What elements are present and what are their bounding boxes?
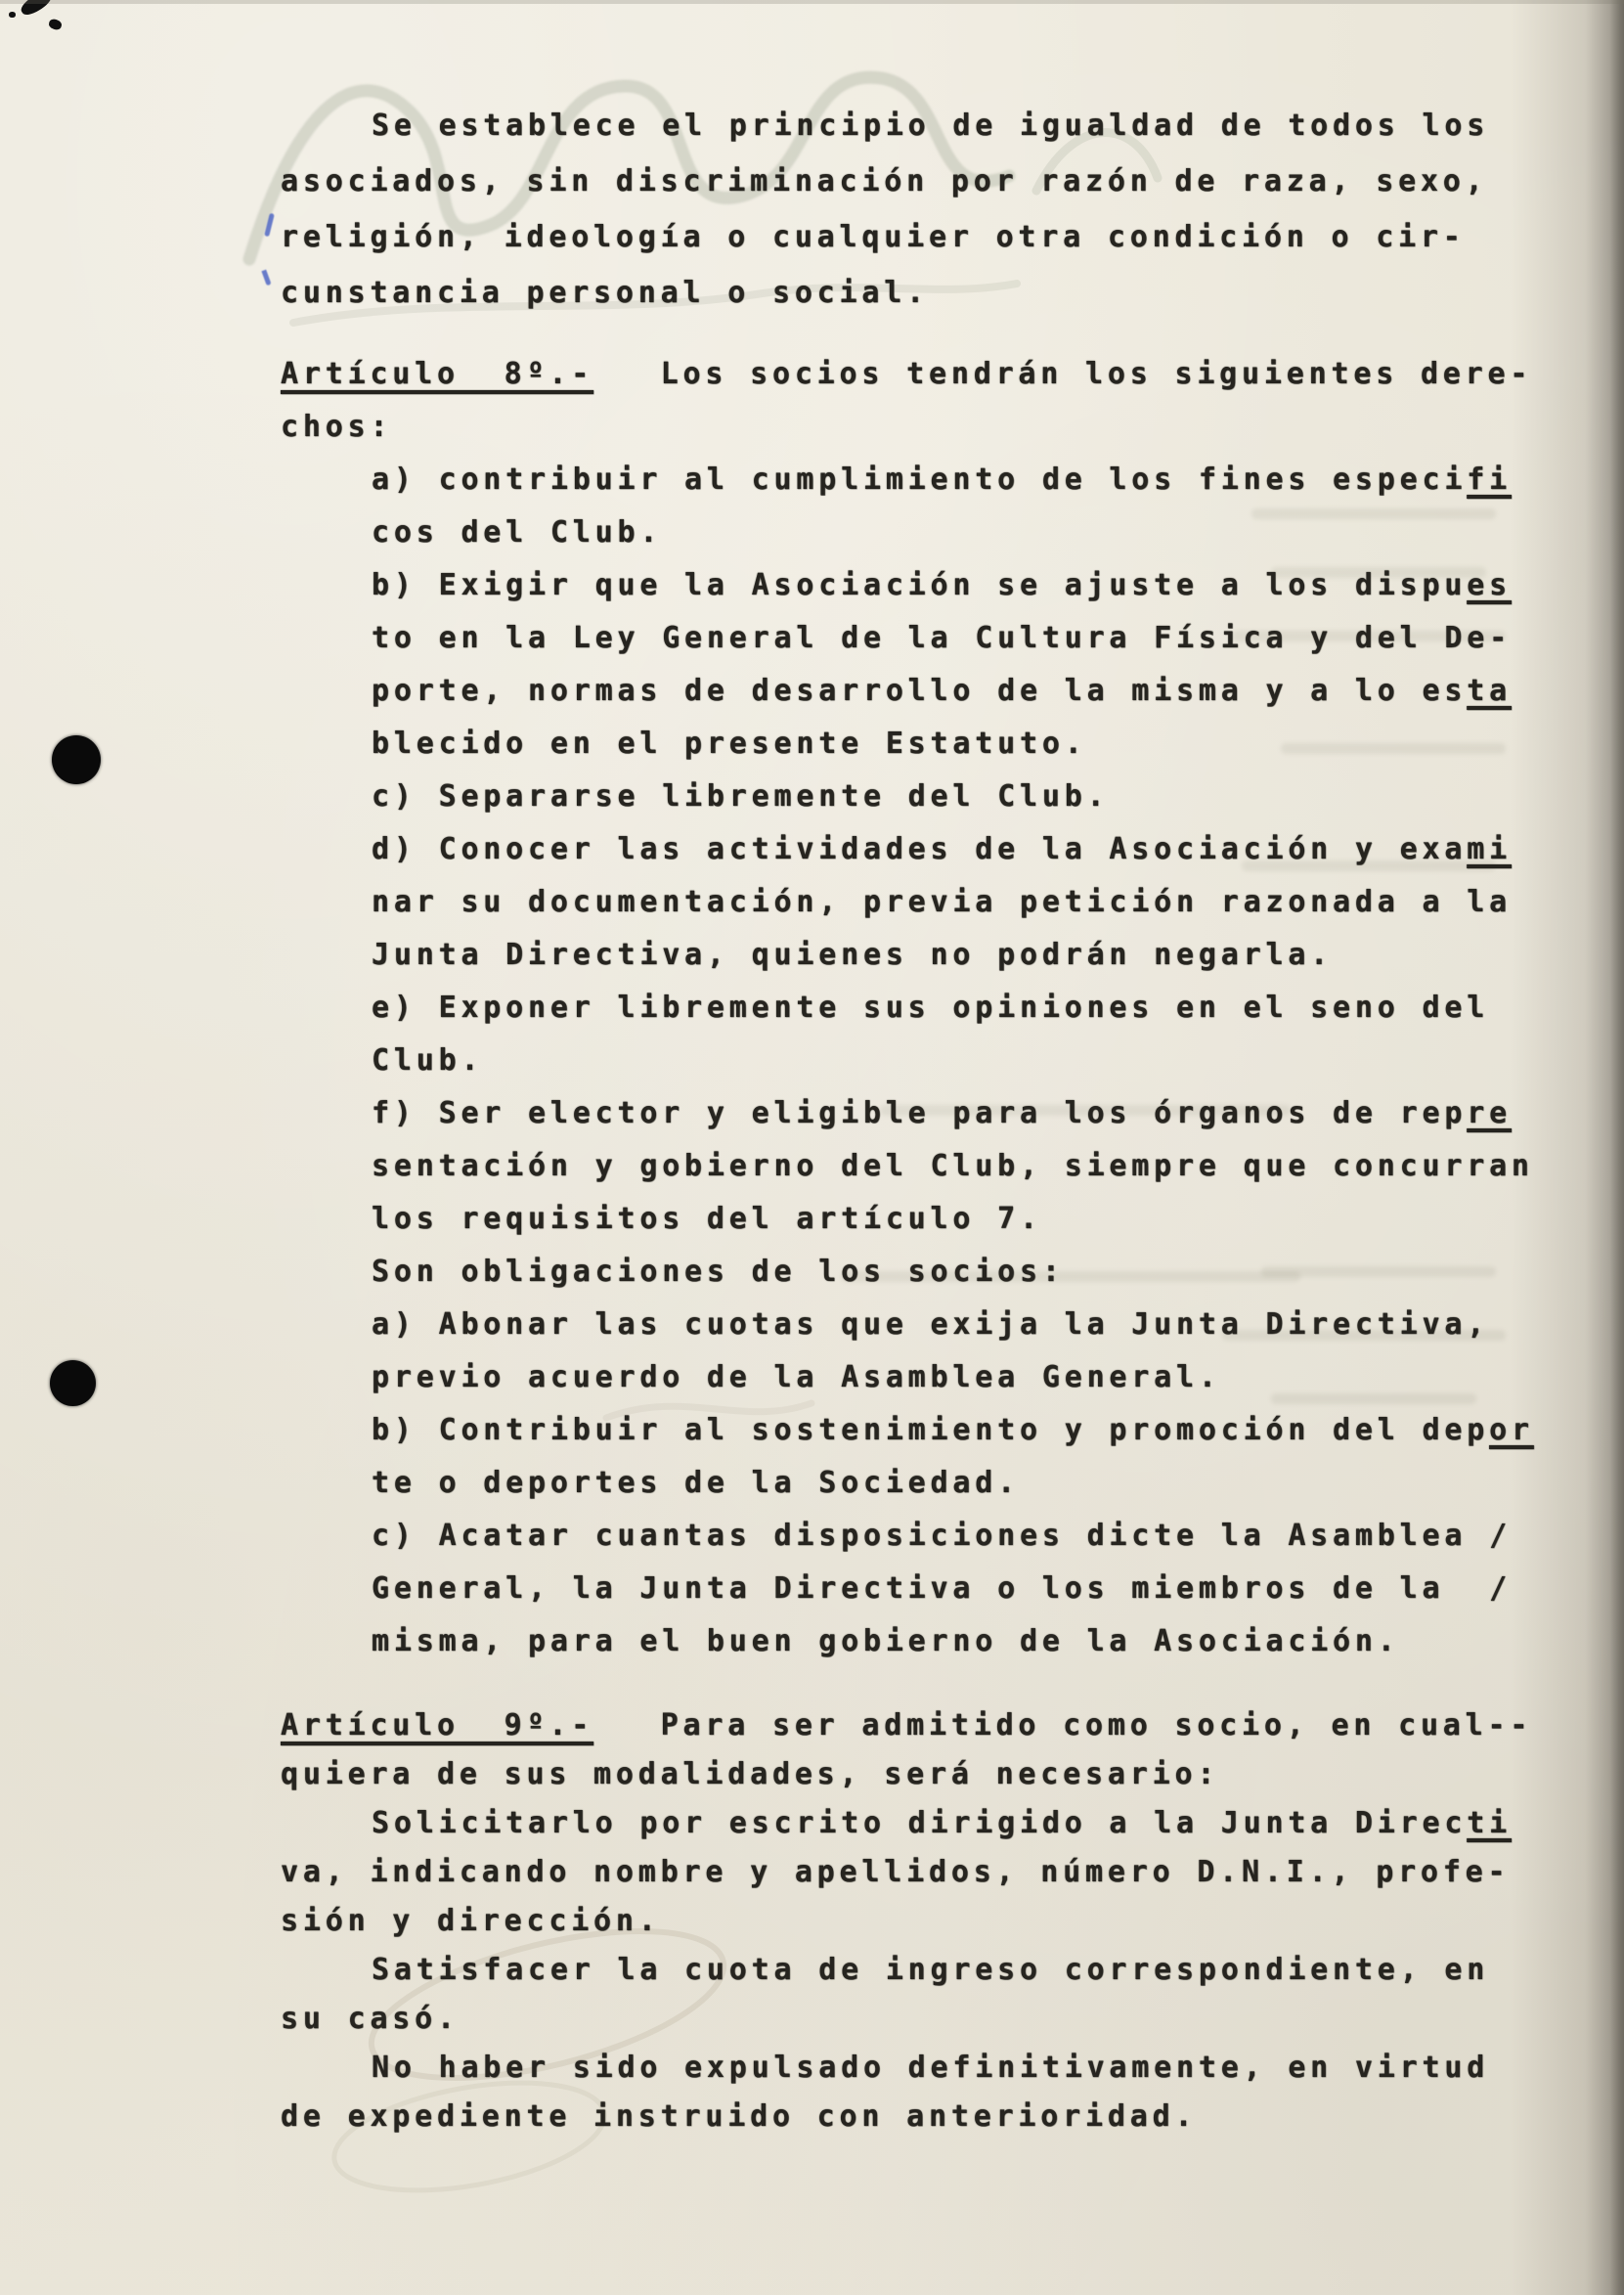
typed-line: [372, 1946, 1581, 1995]
word-break-underline: mi: [1467, 832, 1512, 866]
typed-line-text: los requisitos del artículo 7.: [372, 1202, 1042, 1236]
typed-line-text: nar su documentación, previa petición razonada a la: [372, 885, 1512, 919]
typed-line: [372, 1404, 1581, 1457]
typed-line-text: Se establece el principio de igualdad de todos los: [372, 109, 1490, 143]
typed-line-text: cos del Club.: [372, 515, 663, 550]
typed-line-text: chos:: [281, 410, 393, 444]
typed-line: [281, 1995, 1581, 2044]
typed-line-text: te o deportes de la Sociedad.: [372, 1466, 1020, 1500]
typed-line-text: porte, normas de desarrollo de la misma y a lo es: [372, 674, 1468, 708]
typed-line-text: c) Acatar cuantas disposiciones dicte la Asamblea /: [372, 1519, 1512, 1553]
typed-line: [372, 665, 1581, 718]
typed-line: [281, 1750, 1581, 1799]
typed-line: [281, 348, 1581, 401]
typed-line: [372, 1563, 1581, 1615]
typed-line-text: Satisfacer la cuota de ingreso correspondiente, en: [372, 1953, 1490, 1987]
word-break-underline: or: [1489, 1413, 1534, 1447]
typed-line-text: quiera de sus modalidades, será necesario:: [281, 1757, 1220, 1791]
typed-line: [372, 1799, 1581, 1848]
typed-line: [372, 1351, 1581, 1404]
article-heading: Artículo 8º.-: [281, 357, 594, 391]
opening-paragraph: [281, 98, 1581, 321]
articulo-9-block: [281, 1701, 1581, 2141]
typed-line-text: d) Conocer las actividades de la Asociación y exa: [372, 832, 1468, 866]
typed-line: [372, 1140, 1581, 1193]
typed-line-text: va, indicando nombre y apellidos, número D.N.I., profe-: [281, 1855, 1511, 1889]
scan-edge-shadow: [1610, 0, 1624, 2295]
typed-line: [372, 982, 1581, 1035]
typed-line: [372, 98, 1581, 154]
typed-line: [281, 1897, 1581, 1946]
typed-line-text: e) Exponer libremente sus opiniones en el seno del: [372, 991, 1490, 1025]
typed-line: [372, 1087, 1581, 1140]
typed-line-text: Club.: [372, 1043, 484, 1078]
typed-line: [372, 612, 1581, 665]
typed-line-text: asociados, sin discriminación por razón de raza, sexo,: [281, 164, 1488, 199]
word-break-underline: ti: [1467, 1806, 1512, 1840]
typed-line: [281, 401, 1581, 454]
article-heading: Artículo 9º.-: [281, 1708, 594, 1743]
typed-line: [372, 1246, 1581, 1299]
ink-blot: [9, 12, 16, 18]
word-break-underline: re: [1467, 1096, 1512, 1130]
typed-line-text: to en la Ley General de la Cultura Física y del De-: [372, 621, 1512, 655]
typed-line-text: No haber sido expulsado definitivamente, en virtud: [372, 2051, 1490, 2085]
typed-line: [372, 1035, 1581, 1087]
typed-line: [372, 1510, 1581, 1563]
word-break-underline: es: [1467, 568, 1512, 602]
typed-line: [372, 1299, 1581, 1351]
scan-edge-shadow: [0, 0, 1624, 4]
typed-line-text: f) Ser elector y eligible para los órganos de rep: [372, 1096, 1468, 1130]
typed-line: [281, 265, 1581, 321]
typed-line: [281, 209, 1581, 265]
typed-line: [372, 1457, 1581, 1510]
typed-line-text: b) Exigir que la Asociación se ajuste a los dispu: [372, 568, 1468, 602]
typed-line-text: Para ser admitido como socio, en cual--: [593, 1708, 1533, 1743]
typed-line-text: religión, ideología o cualquier otra condición o cir-: [281, 220, 1466, 254]
typed-line-text: su casó.: [281, 2002, 460, 2036]
typed-line: [372, 507, 1581, 559]
typed-line-text: sión y dirección.: [281, 1904, 661, 1938]
typed-line: [281, 2093, 1581, 2141]
word-break-underline: ta: [1467, 674, 1512, 708]
typed-line: [372, 559, 1581, 612]
typed-line: [372, 1615, 1581, 1668]
typed-line: [372, 771, 1581, 823]
typed-line-text: sentación y gobierno del Club, siempre que concurran: [372, 1149, 1534, 1183]
typed-line: [372, 823, 1581, 876]
typed-line: [372, 2044, 1581, 2093]
word-break-underline: fi: [1467, 463, 1512, 497]
typed-line: [372, 718, 1581, 771]
typed-line-text: misma, para el buen gobierno de la Asociación.: [372, 1624, 1400, 1658]
typed-line: [281, 1701, 1581, 1750]
typed-line: [372, 876, 1581, 929]
typed-line: [372, 929, 1581, 982]
hole-punch: [52, 735, 101, 784]
typed-line: [372, 454, 1581, 507]
typed-line-text: Solicitarlo por escrito dirigido a la Junta Direc: [372, 1806, 1468, 1840]
typed-line: [281, 1848, 1581, 1897]
typed-line-text: de expediente instruido con anterioridad.: [281, 2099, 1198, 2134]
typed-line-text: Los socios tendrán los siguientes dere-: [593, 357, 1533, 391]
typed-line: [281, 154, 1581, 209]
typed-line-text: blecido en el presente Estatuto.: [372, 727, 1087, 761]
typed-line-text: a) contribuir al cumplimiento de los fines especi: [372, 463, 1468, 497]
typed-line-text: a) Abonar las cuotas que exija la Junta Directiva,: [372, 1307, 1490, 1342]
typed-line-text: b) Contribuir al sostenimiento y promoción del dep: [372, 1413, 1490, 1447]
typed-line: [372, 1193, 1581, 1246]
typed-line-text: previo acuerdo de la Asamblea General.: [372, 1360, 1221, 1394]
articulo-8-block: [281, 348, 1581, 1668]
typed-line-text: Son obligaciones de los socios:: [372, 1255, 1065, 1289]
typed-line-text: c) Separarse libremente del Club.: [372, 779, 1110, 814]
typed-line-text: Junta Directiva, quienes no podrán negarla.: [372, 938, 1334, 972]
hole-punch: [50, 1360, 96, 1406]
typed-line-text: cunstancia personal o social.: [281, 276, 929, 310]
typed-line-text: General, la Junta Directiva o los miembros de la /: [372, 1571, 1512, 1606]
